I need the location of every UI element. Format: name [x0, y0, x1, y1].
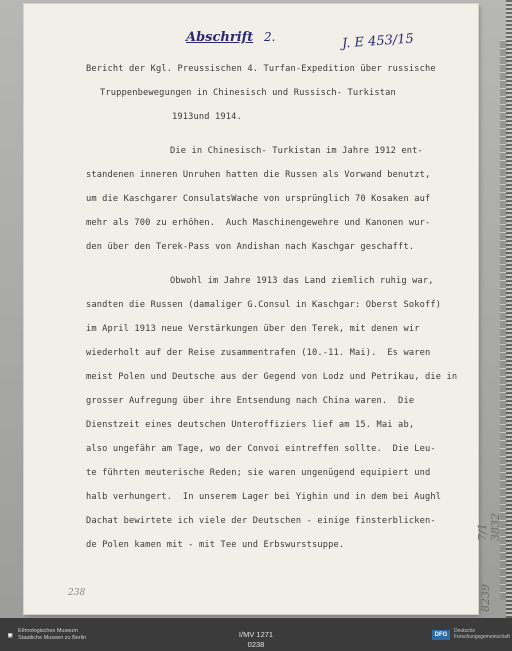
title-line-1: Bericht der Kgl. Preussischen 4. Turfan-Expedition über russische — [86, 64, 436, 74]
body-line: Obwohl im Jahre 1913 das Land ziemlich ruhig war, — [170, 276, 434, 286]
handwritten-reference: J. E 453/15 — [341, 31, 415, 52]
body-line: standenen inneren Unruhen hatten die Russen als Vorwand benutzt, — [86, 170, 431, 180]
body-line: den über den Terek-Pass von Andishan nach Kaschgar geschafft. — [86, 242, 415, 252]
page-number: 0238 — [247, 640, 265, 649]
museum-logo-icon: ▣ — [8, 631, 13, 639]
handwritten-abschrift: Abschrift — [186, 30, 254, 45]
title-line-3: 1913und 1914. — [172, 112, 242, 122]
body-line: meist Polen und Deutsche aus der Gegend von Lodz und Petrikau, die in — [86, 372, 458, 382]
museum-sub: Staatliche Museen zu Berlin — [18, 635, 87, 641]
pencil-note: 238 — [68, 588, 86, 598]
body-line: halb verhungert. In unserem Lager bei Yighin und in dem bei Aughl — [86, 492, 442, 502]
body-line: sandten die Russen (damaliger G.Consul in Kaschgar: Oberst Sokoff) — [86, 300, 442, 310]
body-line: grosser Aufregung über ihre Entsendung nach China waren. Die — [86, 396, 415, 406]
document-page — [24, 4, 502, 614]
body-line: also ungefähr am Tage, wo der Convoi eintreffen sollte. Die Leu- — [86, 444, 436, 454]
dfg-credit — [454, 628, 510, 640]
body-line: im April 1913 neue Verstärkungen über den Terek, mit denen wir — [86, 324, 420, 334]
dfg-sub2: Forschungsgemeinschaft — [454, 634, 510, 640]
body-line: mehr als 700 zu erhöhen. Auch Maschinengewehre und Kanonen wur- — [86, 218, 431, 228]
museum-name: Ethnologisches Museum — [18, 628, 78, 634]
scan-edge — [506, 0, 512, 651]
body-line: Die in Chinesisch- Turkistan im Jahre 1912 ent- — [170, 146, 423, 156]
signature: I/MV 1271 — [238, 630, 274, 639]
body-line: te führten meuterische Reden; sie waren ungenügend equipiert und — [86, 468, 431, 478]
side-note: 7/1 3832 — [476, 513, 502, 541]
title-line-2: Truppenbewegungen in Chinesisch und Russisch- Turkistan — [100, 88, 396, 98]
dfg-sub1: Deutsche — [454, 628, 476, 634]
side-note: 8239 — [479, 584, 492, 612]
body-line: de Polen kamen mit - mit Tee und Erbswurstsuppe. — [86, 540, 345, 550]
body-line: Dachat bewirtete ich viele der Deutschen - einige finsterblicken- — [86, 516, 436, 526]
dfg-logo-icon: DFG — [432, 630, 450, 640]
body-line: wiederholt auf der Reise zusammentrafen (10.-11. Mai). Es waren — [86, 348, 431, 358]
body-line: Dienstzeit eines deutschen Unteroffiziers lief am 15. Mai ab, — [86, 420, 415, 430]
body-line: um die Kaschgarer ConsulatsWache von ursprünglich 70 Kosaken auf — [86, 194, 431, 204]
handwritten-number: 2. — [264, 30, 276, 44]
